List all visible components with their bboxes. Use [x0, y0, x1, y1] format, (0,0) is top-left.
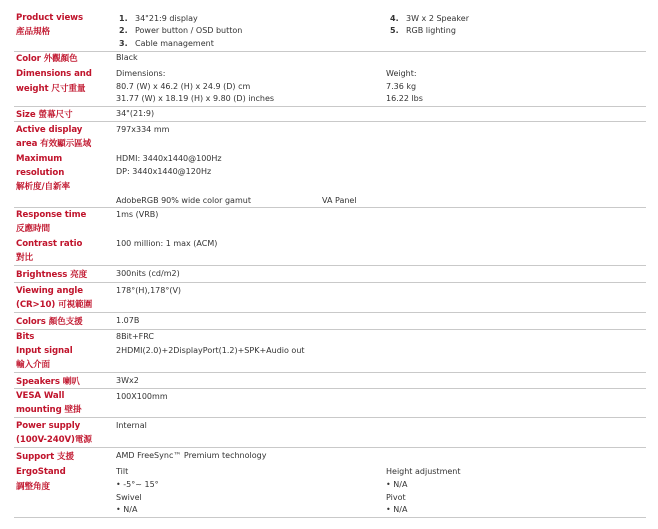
divider: [14, 447, 646, 448]
color-value: Black: [116, 53, 138, 62]
product-view-item-1: 1. 34"21:9 display: [119, 14, 198, 23]
input-signal-label: Input signal: [16, 346, 73, 356]
product-view-item-3: 3. Cable management: [119, 39, 214, 48]
divider: [14, 312, 646, 313]
viewing-angle-label: Viewing angle: [16, 286, 83, 296]
product-views-label: Product views: [16, 13, 84, 23]
weight-title: Weight:: [386, 69, 417, 78]
input-signal-label-zh: 輸入介面: [16, 360, 50, 370]
pivot-title: Pivot: [386, 493, 406, 502]
viewing-angle-value: 178°(H),178°(V): [116, 286, 182, 295]
active-display-label-2: area 有效顯示區域: [16, 139, 92, 149]
active-display-value: 797x334 mm: [116, 125, 170, 134]
brightness-label: Brightness 亮度: [16, 270, 88, 280]
product-view-item-4: 4. 3W x 2 Speaker: [390, 14, 469, 23]
brightness-value: 300nits (cd/m2): [116, 269, 180, 278]
colors-value: 1.07B: [116, 316, 140, 325]
color-label: Color 外觀顏色: [16, 54, 78, 64]
size-value: 34"(21:9): [116, 109, 155, 118]
resolution-label-3: 解析度/自新率: [16, 182, 71, 192]
tilt-value: • -5°~ 15°: [116, 480, 159, 489]
tilt-title: Tilt: [116, 467, 129, 476]
divider: [14, 51, 646, 52]
size-label: Size 螢幕尺寸: [16, 110, 73, 120]
input-signal-value: 2HDMI(2.0)+2DisplayPort(1.2)+SPK+Audio out: [116, 346, 305, 355]
support-value: AMD FreeSync™ Premium technology: [116, 451, 267, 460]
divider: [14, 282, 646, 283]
weight-kg: 7.36 kg: [386, 82, 417, 91]
divider: [14, 372, 646, 373]
weight-lbs: 16.22 lbs: [386, 94, 423, 103]
pivot-value: • N/A: [386, 505, 408, 514]
contrast-ratio-value: 100 million: 1 max (ACM): [116, 239, 218, 248]
power-supply-label: Power supply: [16, 421, 81, 431]
power-supply-value: Internal: [116, 421, 147, 430]
colors-label: Colors 顏色支援: [16, 317, 83, 327]
resolution-label-2: resolution: [16, 168, 65, 178]
divider: [14, 265, 646, 266]
dimensions-label: Dimensions and: [16, 69, 92, 79]
divider: [14, 517, 646, 518]
dimensions-title: Dimensions:: [116, 69, 166, 78]
response-time-label-zh: 反應時間: [16, 224, 50, 234]
swivel-value: • N/A: [116, 505, 138, 514]
resolution-hdmi: HDMI: 3440x1440@100Hz: [116, 154, 222, 163]
panel-type: VA Panel: [322, 196, 357, 205]
support-label: Support 支援: [16, 452, 75, 462]
dimensions-cm: 80.7 (W) x 46.2 (H) x 24.9 (D) cm: [116, 82, 251, 91]
product-views-label-zh: 產品規格: [16, 27, 50, 37]
product-view-item-2: 2. Power button / OSD button: [119, 26, 243, 35]
product-view-item-5: 5. RGB lighting: [390, 26, 456, 35]
color-gamut: AdobeRGB 90% wide color gamut: [116, 196, 251, 205]
contrast-ratio-label: Contrast ratio: [16, 239, 83, 249]
vesa-value: 100X100mm: [116, 392, 168, 401]
dimensions-inches: 31.77 (W) x 18.19 (H) x 9.80 (D) inches: [116, 94, 275, 103]
viewing-angle-label-2: (CR>10) 可視範圍: [16, 300, 93, 310]
swivel-title: Swivel: [116, 493, 142, 502]
active-display-label: Active display: [16, 125, 83, 135]
divider: [14, 388, 646, 389]
contrast-ratio-label-zh: 對比: [16, 253, 33, 263]
vesa-label-2: mounting 壁掛: [16, 405, 82, 415]
height-adjustment-value: • N/A: [386, 480, 408, 489]
height-adjustment-title: Height adjustment: [386, 467, 461, 476]
vesa-label: VESA Wall: [16, 391, 65, 401]
divider: [14, 329, 646, 330]
ergostand-label-zh: 調整角度: [16, 482, 50, 492]
divider: [14, 121, 646, 122]
divider: [14, 417, 646, 418]
response-time-label: Response time: [16, 210, 87, 220]
resolution-label: Maximum: [16, 154, 63, 164]
bits-value: 8Bit+FRC: [116, 332, 154, 341]
weight-label: weight 尺寸重量: [16, 84, 86, 94]
divider: [14, 207, 646, 208]
speakers-value: 3Wx2: [116, 376, 139, 385]
bits-label: Bits: [16, 332, 35, 342]
response-time-value: 1ms (VRB): [116, 210, 159, 219]
ergostand-label: ErgoStand: [16, 467, 66, 477]
speakers-label: Speakers 喇叭: [16, 377, 80, 387]
resolution-dp: DP: 3440x1440@120Hz: [116, 167, 212, 176]
power-supply-label-2: (100V-240V)電源: [16, 435, 92, 445]
divider: [14, 106, 646, 107]
